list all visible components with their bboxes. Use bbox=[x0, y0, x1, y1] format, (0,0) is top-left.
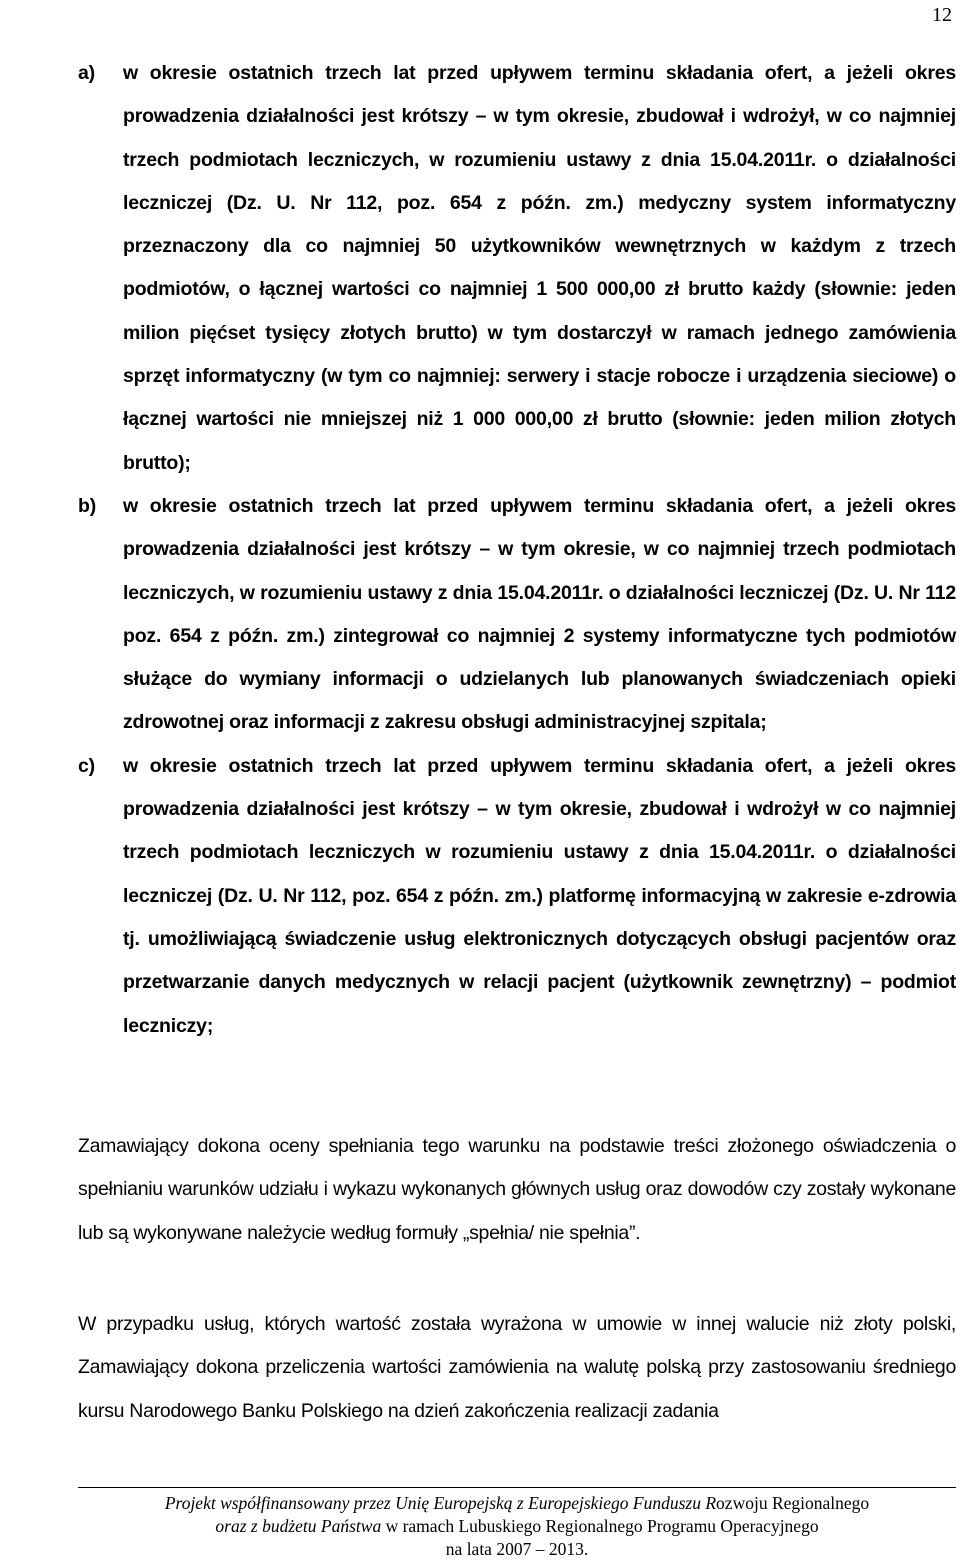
footer bbox=[78, 1492, 956, 1561]
requirements-list bbox=[78, 52, 956, 1048]
page-number: 12 bbox=[932, 4, 952, 26]
list-marker: b) bbox=[78, 494, 97, 517]
list-item-text: w okresie ostatnich trzech lat przed upływem terminu składania ofert, a jeżeli okres prowadzenia działalności jest krótszy – w tym okresie, w co najmniej trzech podmiotach leczniczych, w rozumieniu ustawy z dnia 15.04.2011r. o działalności leczniczej (Dz. U. Nr 112 poz. 654 z późn. zm.) zintegrował co najmniej 2 systemy informatyczne tych podmiotów służące do wymiany informacji o udzielanych lub planowanych świadczeniach opieki zdrowotnej oraz informacji z zakresu obsługi administracyjnej szpitala; bbox=[123, 494, 956, 734]
list-item bbox=[78, 745, 956, 1048]
list-marker: c) bbox=[78, 754, 95, 777]
footer-divider bbox=[78, 1487, 956, 1488]
footer-line-2: oraz z budżetu Państwa w ramach Lubuskiego Regionalnego Programu Operacyjnego bbox=[215, 1516, 819, 1536]
list-item-text: w okresie ostatnich trzech lat przed upływem terminu składania ofert, a jeżeli okres prowadzenia działalności jest krótszy – w tym okresie, zbudował i wdrożył, w co najmniej trzech podmiotach leczniczych, w rozumieniu ustawy z dnia 15.04.2011r. o działalności leczniczej (Dz. U. Nr 112, poz. 654 z późn. zm.) medyczny system informatyczny przeznaczony dla co najmniej 50 użytkowników wewnętrznych w każdym z trzech podmiotów, o łącznej wartości co najmniej 1 500 000,00 zł brutto każdy (słownie: jeden milion pięćset tysięcy złotych brutto) w tym dostarczył w ramach jednego zamówienia sprzęt informatyczny (w tym co najmniej: serwery i stacje robocze i urządzenia sieciowe) o łącznej wartości nie mniejszej niż 1 000 000,00 zł brutto (słownie: jeden milion złotych brutto); bbox=[123, 62, 956, 474]
evaluation-paragraph: Zamawiający dokona oceny spełniania tego warunku na podstawie treści złożonego oświadczenia o spełnianiu warunków udziału i wykazu wykonanych głównych usług oraz dowodów czy zostały wykonane lub są wykonywane należycie według formuły „spełnia/ nie spełnia”. bbox=[78, 1135, 956, 1244]
currency-paragraph: W przypadku usług, których wartość została wyrażona w umowie w innej walucie niż złoty polski, Zamawiający dokona przeliczenia wartości zamówienia na walutę polską przy zastosowaniu średniego kursu Narodowego Banku Polskiego na dzień zakończenia realizacji zadania bbox=[78, 1313, 956, 1422]
list-item bbox=[78, 485, 956, 745]
footer-line-3: na lata 2007 – 2013. bbox=[445, 1539, 589, 1559]
footer-line-1: Projekt współfinansowany przez Unię Europejską z Europejskiego Funduszu Rozwoju Regionalnego bbox=[164, 1493, 870, 1513]
list-marker: a) bbox=[78, 62, 95, 84]
list-item-text: w okresie ostatnich trzech lat przed upływem terminu składania ofert, a jeżeli okres prowadzenia działalności jest krótszy – w tym okresie, zbudował i wdrożył w co najmniej trzech podmiotach leczniczych w rozumieniu ustawy z dnia 15.04.2011r. o działalności leczniczej (Dz. U. Nr 112, poz. 654 z późn. zm.) platformę informacyjną w zakresie e-zdrowia tj. umożliwiającą świadczenie usług elektronicznych dotyczących obsługi pacjentów oraz przetwarzanie danych medycznych w relacji pacjent (użytkownik zewnętrzny) – podmiot leczniczy; bbox=[123, 754, 956, 1037]
list-item bbox=[78, 52, 956, 485]
